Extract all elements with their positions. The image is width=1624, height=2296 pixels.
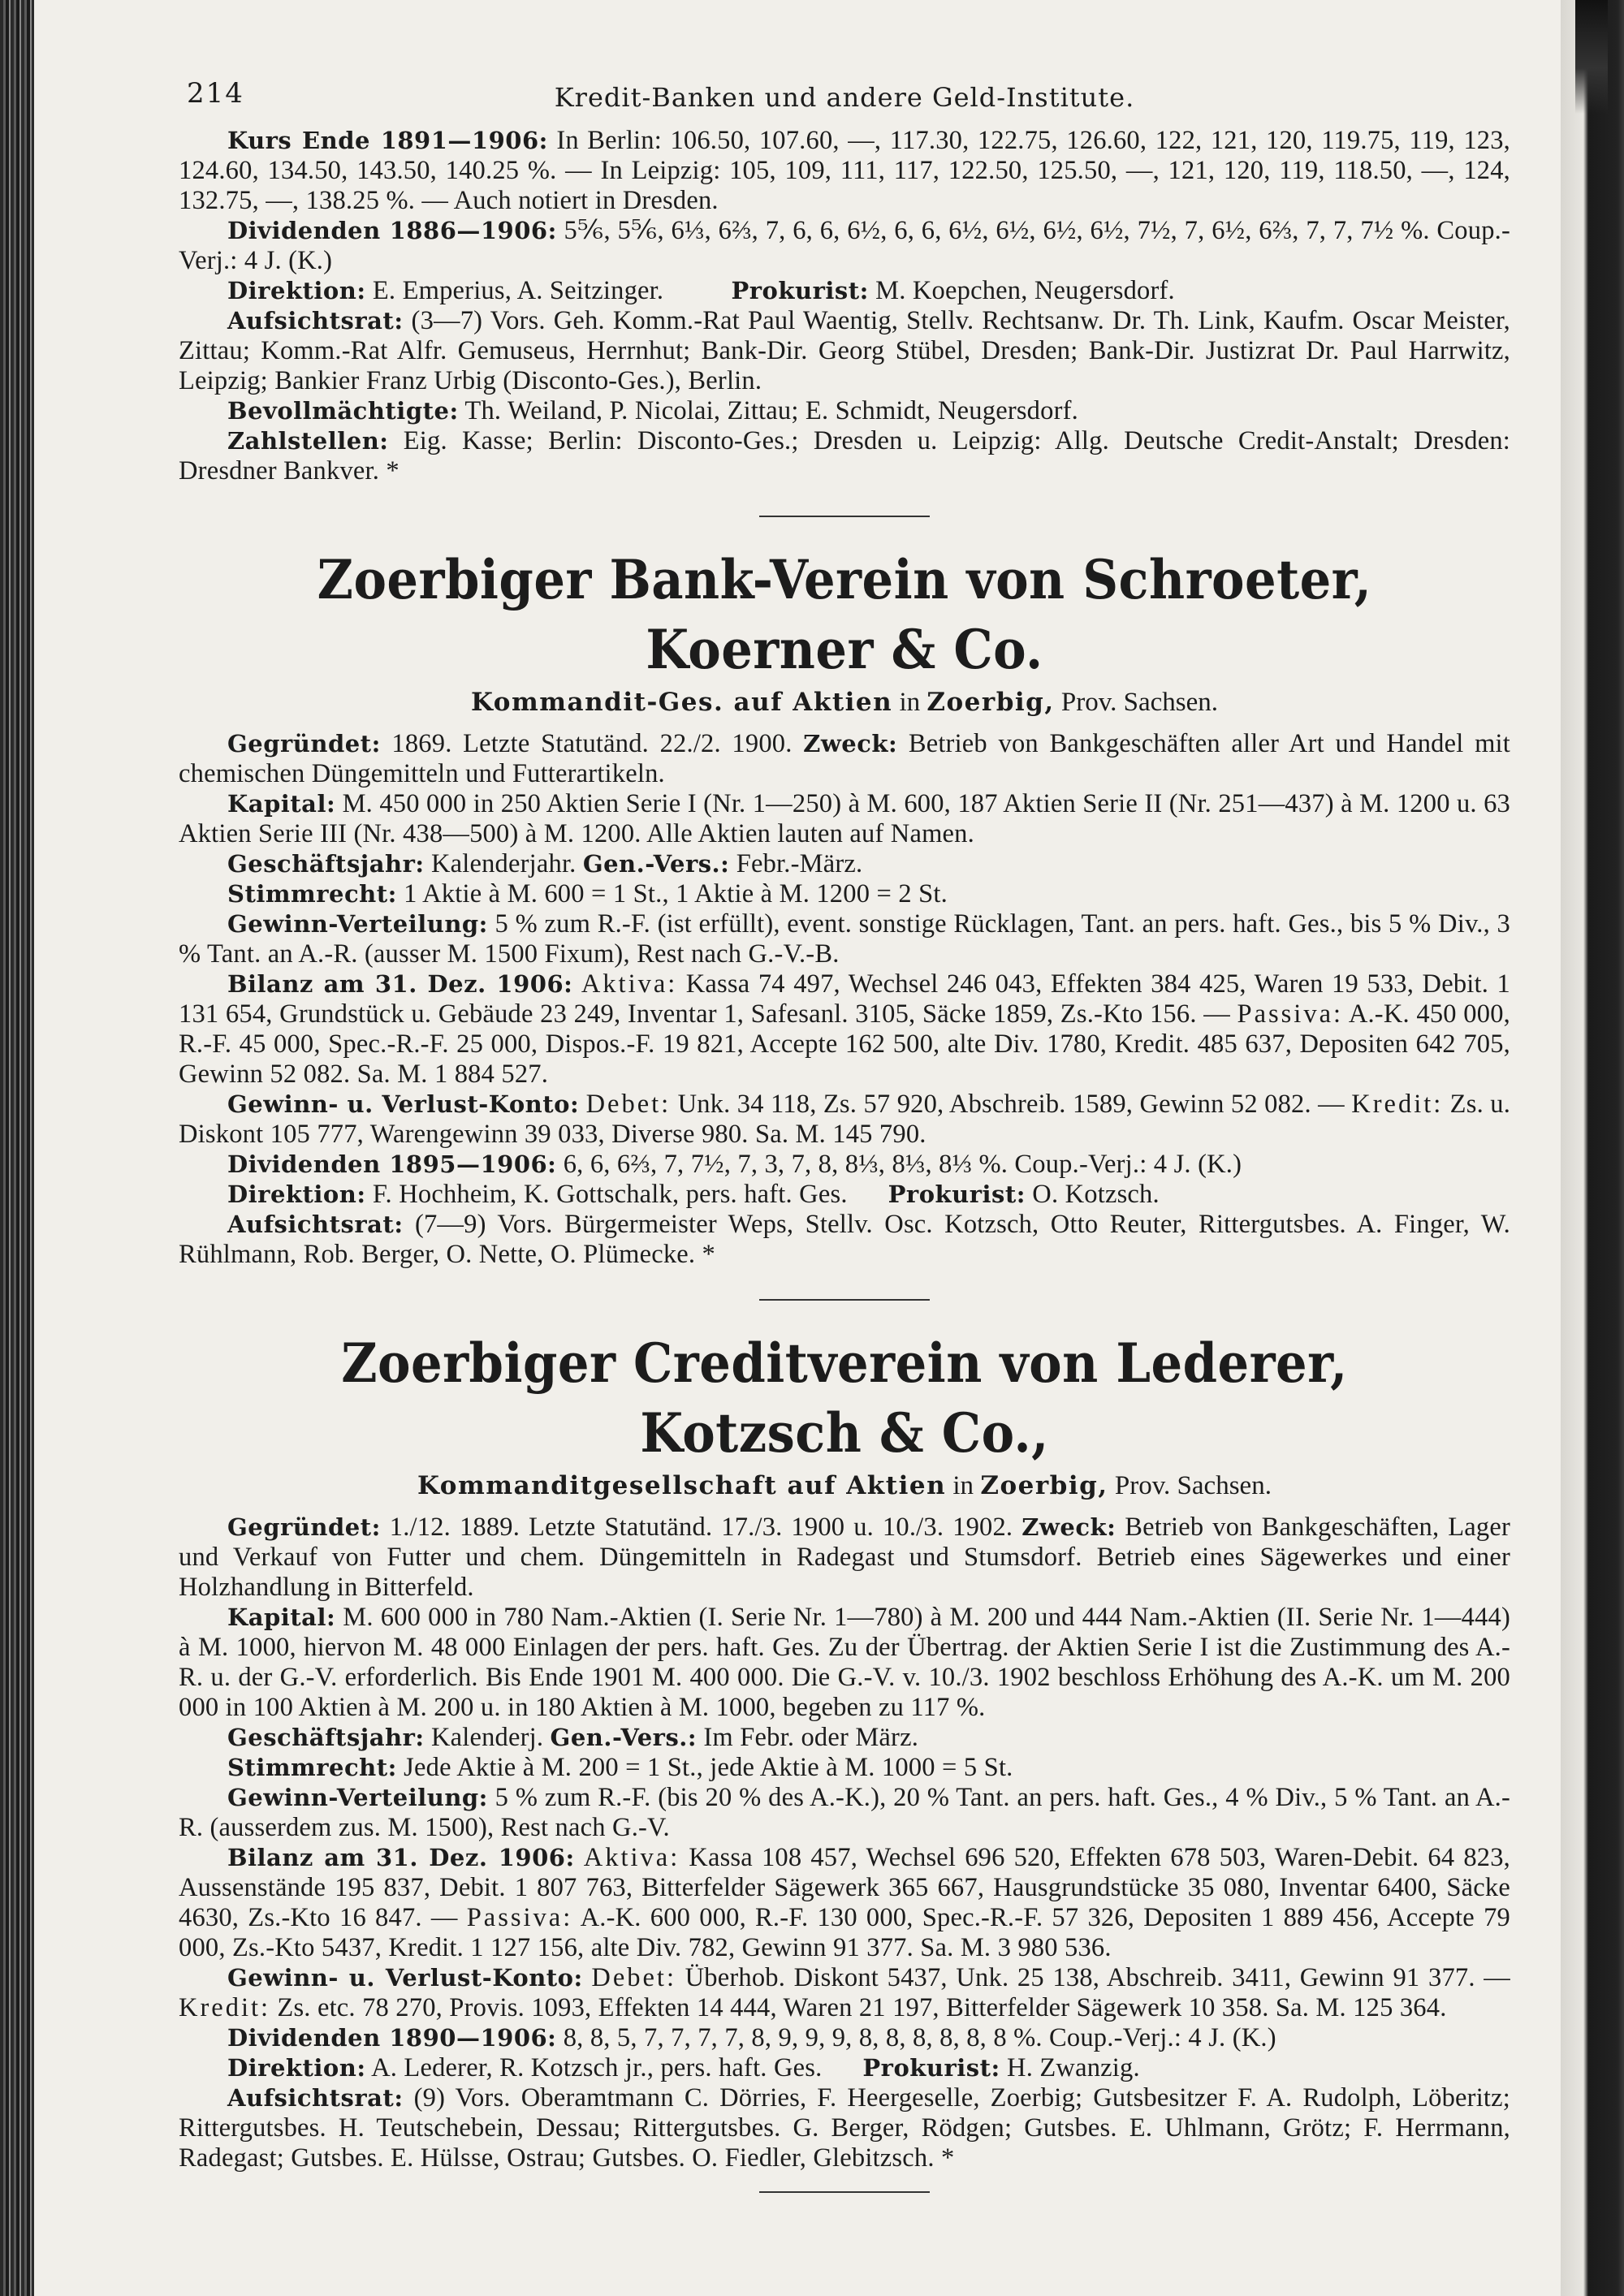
stimmrecht-text: 1 Aktie à M. 600 = 1 St., 1 Aktie à M. 1200 = 2 St. <box>404 879 948 908</box>
gen-vers-label: Gen.-Vers.: <box>582 850 730 878</box>
direktion-label: Direktion: <box>227 277 366 304</box>
debet-label: Debet: <box>591 1963 676 1992</box>
zahlstellen-text: Eig. Kasse; Berlin: Disconto-Ges.; Dresden u. Leipzig: Allg. Deutsche Credit-Anstalt; Dresden: Dresdner Bankver. * <box>179 426 1510 486</box>
entry-bank-verein <box>179 545 1510 1270</box>
kurs-text: In Berlin: 106.50, 107.60, —, 117.30, 122.75, 126.60, 122, 121, 120, 119.75, 119, 123, 124.60, 134.50, 143.50, 140.25 %. — In Leipzig: 105, 109, 111, 117, 122.50, 125.50, —, 121, 120, 119, 118.50, —, 124, 132.75, —, 138.25 %. — Auch notiert in Dresden. <box>179 126 1511 215</box>
company-title: Zoerbiger Creditverein von Lederer, Kotzsch & Co., <box>341 1331 1348 1465</box>
aufsichtsrat-paragraph <box>179 306 1510 396</box>
bilanz-label: Bilanz am 31. Dez. 1906: <box>227 1844 575 1871</box>
geschaeftsjahr-text: Kalenderj. <box>430 1723 544 1752</box>
entry-continuation <box>179 126 1510 486</box>
gewinnverteilung-paragraph <box>179 909 1510 969</box>
debet-label: Debet: <box>585 1090 672 1119</box>
aufsichtsrat-paragraph <box>179 1210 1510 1270</box>
aufsichtsrat-text: (9) Vors. Oberamtmann C. Dörries, F. Heergeselle, Zoerbig; Gutsbesitzer F. A. Rudolph, Löberitz; Rittergutsbes. H. Teutschebein, Dessau; Rittergutsbes. G. Berger, Rödgen; Gutsbes. E. Uhlmann, Grötz; F. Herrmann, Radegast; Gutsbes. E. Hülsse, Ostrau; Gutsbes. O. Fiedler, Glebitzsch. * <box>179 2083 1511 2173</box>
company-place: Zoerbig, <box>980 1471 1108 1500</box>
gegruendet-label: Gegründet: <box>227 1513 381 1541</box>
bilanz-paragraph <box>179 969 1510 1090</box>
gewinnverteilung-text: 5 % zum R.-F. (ist erfüllt), event. sonstige Rücklagen, Tant. an pers. haft. Ges., bis 5 % Div., 3 % Tant. an A.-R. (ausser M. 1500 Fixum), Rest nach G.-V.-B. <box>179 909 1511 969</box>
direktion-text: F. Hochheim, K. Gottschalk, pers. haft. Ges. <box>372 1180 848 1209</box>
aktiva-text: Kassa 108 457, Wechsel 696 520, Effekten 678 503, Waren-Debit. 64 823, Aussenstände 195 837, Debit. 1 807 763, Bitterfelder Sägewerk 365 667, Hausgrundstücke 35 080, Inventar 6400, Säcke 4630, Zs.-Kto 16 847. — <box>179 1843 1511 1932</box>
gegruendet-text: 1869. Letzte Statutänd. 22./2. 1900. <box>391 729 793 758</box>
aktiva-text: Kassa 74 497, Wechsel 246 043, Effekten 384 425, Waren 19 533, Debit. 1 131 654, Grundstück u. Gebäude 23 249, Inventar 1, Safesanl. 3105, Säcke 1859, Zs.-Kto 156. — <box>179 969 1510 1029</box>
geschaeftsjahr-paragraph <box>179 1723 1510 1753</box>
guv-label: Gewinn- u. Verlust-Konto: <box>227 1090 580 1118</box>
bevollmaechtigte-label: Bevollmächtigte: <box>227 397 459 425</box>
zweck-text: Betrieb von Bankgeschäften aller Art und Handel mit chemischen Düngemitteln und Futterartikeln. <box>179 729 1511 788</box>
debet-text: Unk. 34 118, Zs. 57 920, Abschreib. 1589, Gewinn 52 082. — <box>677 1090 1345 1119</box>
gewinnverteilung-text: 5 % zum R.-F. (bis 20 % des A.-K.), 20 % Tant. an pers. haft. Ges., 4 % Div., 5 % Tant. an A.-R. (ausserdem zus. M. 1500), Rest nach G.-V. <box>179 1783 1510 1842</box>
company-region: Prov. Sachsen. <box>1060 688 1218 717</box>
zweck-label: Zweck: <box>803 730 898 757</box>
geschaeftsjahr-text: Kalenderjahr. <box>430 849 577 878</box>
entry-creditverein <box>179 1328 1510 2173</box>
gegruendet-text: 1./12. 1889. Letzte Statutänd. 17./3. 1900 u. 10./3. 1902. <box>389 1513 1013 1542</box>
section-divider <box>759 2191 930 2193</box>
passiva-text: A.-K. 450 000, R.-F. 45 000, Spec.-R.-F. 25 000, Dispos.-F. 19 821, Accepte 162 500, alte Div. 1780, Kredit. 485 637, Depositen 642 705, Gewinn 52 082. Sa. M. 1 884 527. <box>179 999 1510 1089</box>
kredit-label: Kredit: <box>179 1993 271 2022</box>
kapital-text: M. 600 000 in 780 Nam.-Aktien (I. Serie Nr. 1—780) à M. 200 und 444 Nam.-Aktien (II. Serie Nr. 1—444) à M. 1000, hiervon M. 48 000 Einlagen der pers. haft. Ges. Zu der Übertrag. der Aktien Serie I ist die Zustimmung des A.-R. u. der G.-V. erforderlich. Bis Ende 1901 M. 400 000. Die G.-V. v. 10./3. 1902 beschloss Erhöhung des A.-K. um M. 200 000 in 100 Aktien à M. 200 u. in 180 Aktien à M. 1000, begeben zu 117 %. <box>179 1603 1510 1722</box>
stimmrecht-label: Stimmrecht: <box>227 1754 397 1781</box>
guv-label: Gewinn- u. Verlust-Konto: <box>227 1964 583 1992</box>
kredit-label: Kredit: <box>1351 1090 1444 1119</box>
subtitle-in: in <box>952 1471 974 1500</box>
kapital-label: Kapital: <box>227 1603 336 1631</box>
subtitle-in: in <box>899 688 921 717</box>
company-subtitle <box>179 688 1510 718</box>
document-page <box>179 77 1510 2220</box>
stimmrecht-paragraph <box>179 879 1510 909</box>
bevollmaechtigte-paragraph <box>179 396 1510 426</box>
aufsichtsrat-label: Aufsichtsrat: <box>227 307 404 334</box>
kapital-paragraph <box>179 1603 1510 1723</box>
scan-binding-shadow <box>1575 0 1608 114</box>
kurs-paragraph <box>179 126 1510 216</box>
dividenden-text: 6, 6, 6⅔, 7, 7½, 7, 3, 7, 8, 8⅓, 8⅓, 8⅓ %. Coup.-Verj.: 4 J. (K.) <box>563 1150 1242 1179</box>
zahlstellen-label: Zahlstellen: <box>227 427 389 455</box>
geschaeftsjahr-paragraph <box>179 849 1510 879</box>
gen-vers-label: Gen.-Vers.: <box>550 1724 698 1751</box>
bevollmaechtigte-text: Th. Weiland, P. Nicolai, Zittau; E. Schmidt, Neugersdorf. <box>464 396 1078 425</box>
zweck-label: Zweck: <box>1021 1513 1116 1541</box>
dividenden-paragraph <box>179 1150 1510 1180</box>
prokurist-label: Prokurist: <box>888 1180 1026 1208</box>
dividenden-text: 8, 8, 5, 7, 7, 7, 7, 8, 9, 9, 9, 8, 8, 8, 8, 8, 8 %. Coup.-Verj.: 4 J. (K.) <box>563 2023 1276 2052</box>
dividenden-label: Dividenden 1895—1906: <box>227 1150 557 1178</box>
aufsichtsrat-text: (3—7) Vors. Geh. Komm.-Rat Paul Waentig, Stellv. Rechtsanw. Dr. Th. Link, Kaufm. Oscar Meister, Zittau; Komm.-Rat Alfr. Gemuseus, Herrnhut; Bank-Dir. Georg Stübel, Dresden; Bank-Dir. Justizrat Dr. Paul Harrwitz, Leipzig; Bankier Franz Urbig (Disconto-Ges.), Berlin. <box>179 306 1510 395</box>
aktiva-label: Aktiva: <box>583 1843 680 1872</box>
debet-text: Überhob. Diskont 5437, Unk. 25 138, Abschreib. 3411, Gewinn 91 377. — <box>685 1963 1510 1992</box>
zweck-text: Betrieb von Bankgeschäften, Lager und Verkauf von Futter und chem. Düngemitteln in Radegast und Stumsdorf. Betrieb eines Sägewerkes und einer Holzhandlung in Bitterfeld. <box>179 1513 1511 1602</box>
company-region: Prov. Sachsen. <box>1114 1471 1272 1500</box>
bilanz-label: Bilanz am 31. Dez. 1906: <box>227 970 573 998</box>
gewinnverteilung-paragraph <box>179 1783 1510 1843</box>
kredit-text: Zs. etc. 78 270, Provis. 1093, Effekten 14 444, Waren 21 197, Bitterfelder Sägewerk 10 358. Sa. M. 125 364. <box>277 1993 1447 2022</box>
gen-vers-text: Febr.-März. <box>736 849 863 878</box>
aufsichtsrat-label: Aufsichtsrat: <box>227 2084 404 2112</box>
guv-paragraph <box>179 1090 1510 1150</box>
stimmrecht-paragraph <box>179 1753 1510 1783</box>
company-place: Zoerbig, <box>926 688 1055 717</box>
prokurist-text: O. Kotzsch. <box>1032 1180 1160 1209</box>
legal-form: Kommanditgesellschaft auf Aktien <box>417 1471 947 1500</box>
gen-vers-text: Im Febr. oder März. <box>703 1723 919 1752</box>
direktion-paragraph <box>179 2053 1510 2083</box>
section-divider <box>759 1299 930 1301</box>
direktion-label: Direktion: <box>227 1180 366 1208</box>
stimmrecht-label: Stimmrecht: <box>227 880 397 908</box>
geschaeftsjahr-label: Geschäftsjahr: <box>227 850 425 878</box>
gegruendet-paragraph <box>179 1513 1510 1603</box>
page-number: 214 <box>187 77 244 110</box>
kredit-text: Zs. u. Diskont 105 777, Warengewinn 39 033, Diverse 980. Sa. M. 145 790. <box>179 1090 1511 1149</box>
zahlstellen-paragraph <box>179 426 1510 486</box>
direktion-text: E. Emperius, A. Seitzinger. <box>372 276 664 305</box>
aufsichtsrat-text: (7—9) Vors. Bürgermeister Weps, Stellv. Osc. Kotzsch, Otto Reuter, Rittergutsbes. A. Finger, W. Rühlmann, Rob. Berger, O. Nette, O. Plümecke. * <box>179 1210 1510 1269</box>
kapital-paragraph <box>179 789 1510 849</box>
bilanz-paragraph <box>179 1843 1510 1963</box>
kapital-label: Kapital: <box>227 790 336 818</box>
aktiva-label: Aktiva: <box>581 969 678 999</box>
page-header <box>179 77 1510 126</box>
stimmrecht-text: Jede Aktie à M. 200 = 1 St., jede Aktie à M. 1000 = 5 St. <box>404 1753 1013 1782</box>
kapital-text: M. 450 000 in 250 Aktien Serie I (Nr. 1—250) à M. 600, 187 Aktien Serie II (Nr. 251—437) à M. 1200 u. 63 Aktien Serie III (Nr. 438—500) à M. 1200. Alle Aktien lauten auf Namen. <box>179 789 1511 848</box>
gewinnverteilung-label: Gewinn-Verteilung: <box>227 910 488 938</box>
dividenden-label: Dividenden 1886—1906: <box>227 217 557 244</box>
passiva-label: Passiva: <box>1237 999 1344 1029</box>
gegruendet-label: Gegründet: <box>227 730 381 757</box>
direktion-label: Direktion: <box>227 2054 366 2082</box>
dividenden-text: 5⅚, 5⅚, 6⅓, 6⅔, 7, 6, 6, 6½, 6, 6, 6½, 6½, 6½, 6½, 7½, 7, 6½, 6⅔, 7, 7, 7½ %. Coup.-Verj.: 4 J. (K.) <box>179 216 1511 275</box>
kurs-label: Kurs Ende 1891—1906: <box>227 127 548 154</box>
prokurist-label: Prokurist: <box>862 2054 1000 2082</box>
passiva-text: A.-K. 600 000, R.-F. 130 000, Spec.-R.-F. 57 326, Depositen 1 889 456, Accepte 79 000, Zs.-Kto 5437, Kredit. 1 127 156, alte Div. 782, Gewinn 91 377. Sa. M. 3 980 536. <box>179 1903 1510 1962</box>
passiva-label: Passiva: <box>466 1903 573 1932</box>
direktion-paragraph <box>179 1180 1510 1210</box>
guv-paragraph <box>179 1963 1510 2023</box>
section-divider <box>759 516 930 517</box>
scan-binding-right <box>1561 0 1624 2296</box>
dividenden-label: Dividenden 1890—1906: <box>227 2024 557 2052</box>
dividenden-paragraph <box>179 216 1510 276</box>
running-title: Kredit-Banken und andere Geld-Institute. <box>554 82 1135 113</box>
dividenden-paragraph <box>179 2023 1510 2053</box>
gewinnverteilung-label: Gewinn-Verteilung: <box>227 1784 488 1811</box>
company-subtitle <box>179 1471 1510 1501</box>
geschaeftsjahr-label: Geschäftsjahr: <box>227 1724 425 1751</box>
aufsichtsrat-paragraph <box>179 2083 1510 2173</box>
scan-binding-left <box>0 0 34 2296</box>
direktion-text: A. Lederer, R. Kotzsch jr., pers. haft. Ges. <box>371 2053 823 2082</box>
aufsichtsrat-label: Aufsichtsrat: <box>227 1211 404 1238</box>
gegruendet-paragraph <box>179 729 1510 789</box>
prokurist-text: H. Zwanzig. <box>1007 2053 1140 2082</box>
company-title: Zoerbiger Bank-Verein von Schroeter, Koerner & Co. <box>317 548 1372 681</box>
legal-form: Kommandit-Ges. auf Aktien <box>471 688 893 717</box>
direktion-paragraph <box>179 276 1510 306</box>
prokurist-label: Prokurist: <box>731 277 869 304</box>
prokurist-text: M. Koepchen, Neugersdorf. <box>875 276 1175 305</box>
